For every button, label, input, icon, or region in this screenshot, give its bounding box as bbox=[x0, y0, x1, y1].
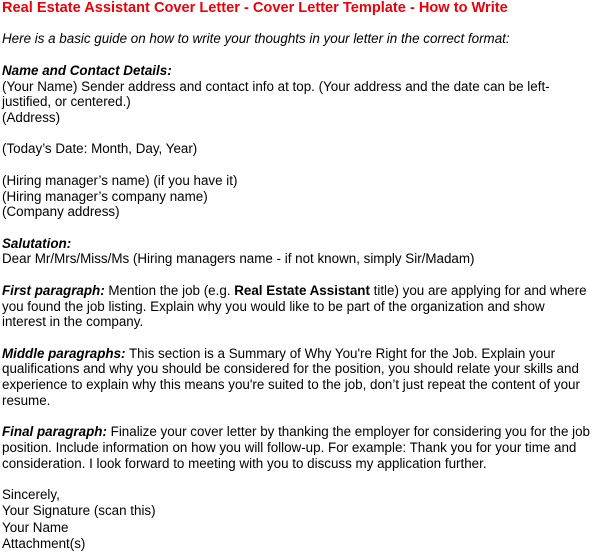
middle-paragraphs-line-3: experience to explain why this means you're suited to the job, don’t just repeat the content of your bbox=[2, 377, 580, 393]
document-page bbox=[2, 0, 598, 552]
closing-signature: Your Signature (scan this) bbox=[2, 503, 156, 519]
name-contact-line-1: (Your Name) Sender address and contact info at top. (Your address and the date can be left- bbox=[2, 78, 550, 94]
first-paragraph-line-1 bbox=[2, 283, 598, 299]
page-title: Real Estate Assistant Cover Letter - Cover Letter Template - How to Write bbox=[2, 0, 508, 16]
first-paragraph-heading: First paragraph: bbox=[2, 282, 105, 298]
final-paragraph-section bbox=[2, 424, 598, 471]
first-paragraph-text-a: Mention the job (e.g. bbox=[104, 282, 235, 298]
closing-name: Your Name bbox=[2, 519, 69, 535]
hiring-line-2: (Hiring manager’s company name) bbox=[2, 188, 208, 204]
intro-text: Here is a basic guide on how to write your thoughts in your letter in the correct format: bbox=[2, 31, 510, 46]
final-paragraph-heading: Final paragraph: bbox=[2, 424, 107, 440]
closing-attachments: Attachment(s) bbox=[2, 535, 86, 551]
middle-paragraphs-line-2: qualifications and why you should be considered for the position, you should relate your skills and bbox=[2, 361, 579, 377]
salutation-heading: Salutation: bbox=[2, 235, 72, 251]
middle-paragraphs-line-1 bbox=[2, 346, 598, 362]
middle-paragraphs-text: This section is a Summary of Why You're Right for the Job. Explain your bbox=[125, 345, 556, 361]
salutation-line: Dear Mr/Mrs/Miss/Ms (Hiring managers name - if not known, simply Sir/Madam) bbox=[2, 251, 475, 267]
first-paragraph-section bbox=[2, 283, 598, 330]
final-paragraph-line-1 bbox=[2, 424, 598, 440]
closing-section bbox=[2, 487, 598, 552]
final-paragraph-text: Finalize your cover letter by thanking the employer for considering you for the job bbox=[106, 424, 590, 440]
closing-sincerely: Sincerely, bbox=[2, 487, 60, 503]
date-section bbox=[2, 141, 598, 157]
salutation-section bbox=[2, 236, 598, 268]
date-line: (Today’s Date: Month, Day, Year) bbox=[2, 141, 198, 157]
first-paragraph-line-3: interest in the company. bbox=[2, 314, 144, 330]
first-paragraph-text-b: title) you are applying for and where bbox=[369, 282, 587, 298]
final-paragraph-line-3: consideration. I look forward to meeting with you to discuss my application further. bbox=[2, 455, 487, 471]
name-contact-line-3: (Address) bbox=[2, 110, 61, 126]
middle-paragraphs-heading: Middle paragraphs: bbox=[2, 345, 126, 361]
name-contact-heading: Name and Contact Details: bbox=[2, 62, 172, 78]
hiring-line-3: (Company address) bbox=[2, 204, 120, 220]
middle-paragraphs-line-4: resume. bbox=[2, 393, 51, 409]
name-contact-line-2: justified, or centered.) bbox=[2, 94, 131, 110]
hiring-line-1: (Hiring manager’s name) (if you have it) bbox=[2, 172, 238, 188]
hiring-manager-section bbox=[2, 173, 598, 220]
job-title-highlight: Real Estate Assistant bbox=[234, 282, 370, 298]
name-contact-section bbox=[2, 63, 598, 126]
first-paragraph-line-2: you found the job listing. Explain why you would like to be part of the organization and show bbox=[2, 298, 545, 314]
final-paragraph-line-2: position. Include information on how you will follow-up. For example: Thank you for your time and bbox=[2, 440, 577, 456]
middle-paragraphs-section bbox=[2, 346, 598, 409]
